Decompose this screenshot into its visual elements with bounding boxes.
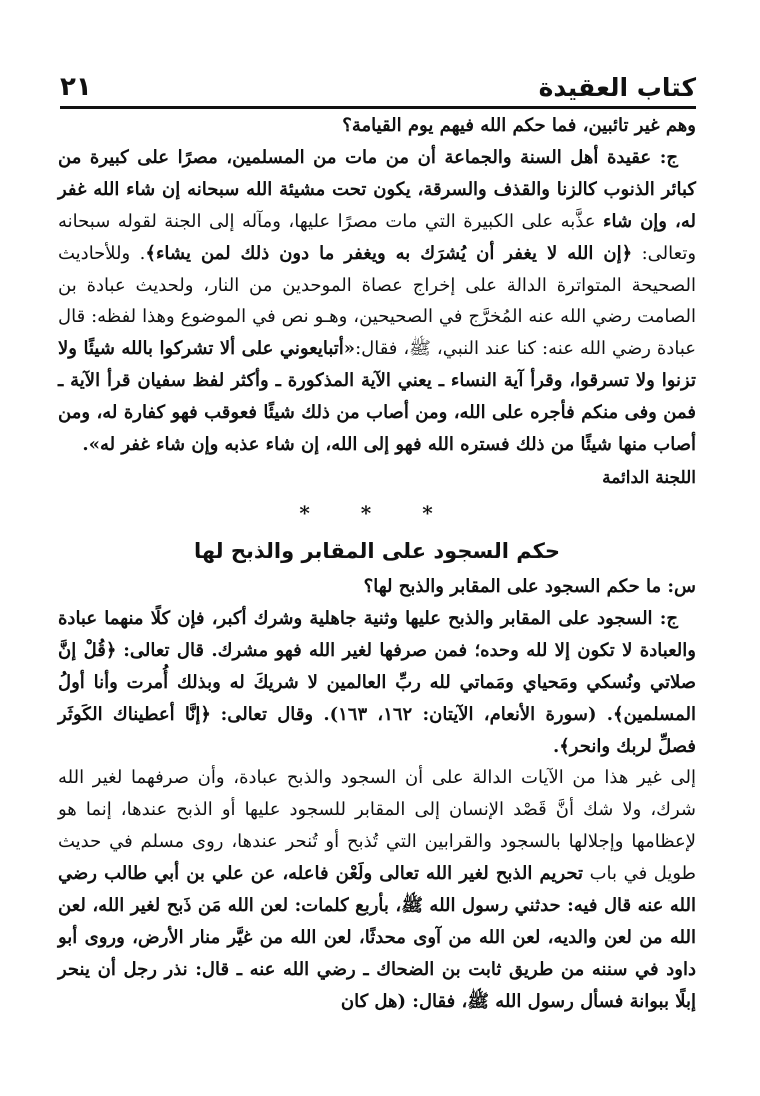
quran-quote-2: ﴿قُلْ إنَّ صلاتي ونُسكي ومَحياي ومَماتي لله ربِّ العالمين لا شريكَ له وبذلك أُمرت وأنا أولُ المسلمين﴾	[58, 639, 696, 725]
hadith-quote: «أتبايعوني على ألا تشركوا بالله شيئًا ولا تزنوا ولا تسرقوا، وقرأ آية النساء ـ يعني الآية المذكورة ـ وأكثر لفظ سفيان قرأ الآية ـ فمن وفى منكم فأجره على الله، ومن أصاب من ذلك شيئًا فعوقب فهو كفارة له، ومن أصاب منها شيئًا من ذلك فستره الله فهو إلى الله، إن شاء عذبه وإن شاء غفر له».	[58, 338, 696, 456]
chapter-name: تحريم الذبح لغير الله تعالى ولَعْن فاعله	[288, 863, 584, 885]
answer-paragraph-2	[58, 603, 696, 763]
sura-reference: . (سورة الأنعام، الآيتان: ١٦٢، ١٦٣). وقال تعالى:	[220, 703, 613, 725]
body-paragraph	[58, 762, 696, 1017]
answer-2-intro: ج: السجود على المقابر والذبح عليها وثنية جاهلية وشرك أكبر، فإن كلًا منهما عبادة والعبادة لا تكون إلا لله وحده؛ فمن صرفها لغير الله فهو مشرك. قال تعالى:	[58, 607, 696, 661]
section-title: حكم السجود على المقابر والذبح لها	[193, 538, 561, 563]
page-body	[58, 110, 696, 1018]
answer-intro: ج: عقيدة أهل السنة والجماعة أن من مات من المسلمين، مصرًا على كبيرة من كبائر الذنوب كالزنا والقذف والسرقة، يكون تحت مشيئة الله سبحانه إن شاء الله غفر له، وإن شاء	[58, 146, 696, 232]
hadith-text: ، عن علي بن أبي طالب رضي الله عنه قال فيه: حدثني رسول الله ﷺ، بأربع كلمات: لعن الله مَن ذَبح لغير الله، لعن الله من لعن والديه، لعن الله من آوى محدثًا، لعن الله من غيَّر منار الأرض، وروى أبو داود في سننه من طريق ثابت بن الضحاك ـ رضي الله عنه ـ قال: نذر رجل أن ينحر إبلًا ببوانة فسأل رسول الله ﷺ، فقال: (هل كان	[58, 863, 696, 1012]
signature: اللجنة الدائمة	[602, 467, 696, 488]
header-rule	[60, 106, 696, 109]
running-head	[60, 62, 696, 102]
body-text: إلى غير هذا من الآيات الدالة على أن السجود والذبح عبادة، وأن صرفهما لغير الله شرك، ولا شك أنَّ قَصْد الإنسان إلى المقابر للسجود عليها أو الذبح عندها، إنما هو لإعظامها وإجلالها بالسجود والقرابين التي تُذبح أو تُنحر عندها، روى مسلم في حديث طويل في باب	[58, 767, 696, 885]
question: س: ما حكم السجود على المقابر والذبح لها؟	[363, 575, 696, 597]
quran-quote: ﴿إن الله لا يغفر أن يُشرَك به ويغفر ما دون ذلك لمن يشاء﴾	[145, 242, 633, 264]
answer-paragraph	[58, 142, 696, 461]
page-number: ٢١	[60, 72, 92, 102]
section-separator: * * *	[299, 500, 455, 525]
quran-quote-3: ﴿إنَّا أعطيناك الكَوثَر فصلِّ لربك وانحر﴾.	[58, 703, 696, 757]
answer-text-continued: . وللأحاديث الصحيحة المتواترة الدالة على إخراج عصاة الموحدين من النار، ولحديث عبادة بن الصامت رضي الله عنه المُخرَّج في الصحيحين، وهـو نص في الموضوع وهذا لفظه: قال عبادة رضي الله عنه: كنا عند النبي، ﷺ، فقال:	[58, 242, 697, 360]
answer-text: عذَّبه على الكبيرة التي مات مصرًا عليها، ومآله إلى الجنة لقوله سبحانه وتعالى:	[58, 210, 697, 264]
question-continuation: وهم غير تائبين، فما حكم الله فيهم يوم القيامة؟	[342, 115, 696, 136]
book-title: كتاب العقيدة	[538, 73, 696, 102]
